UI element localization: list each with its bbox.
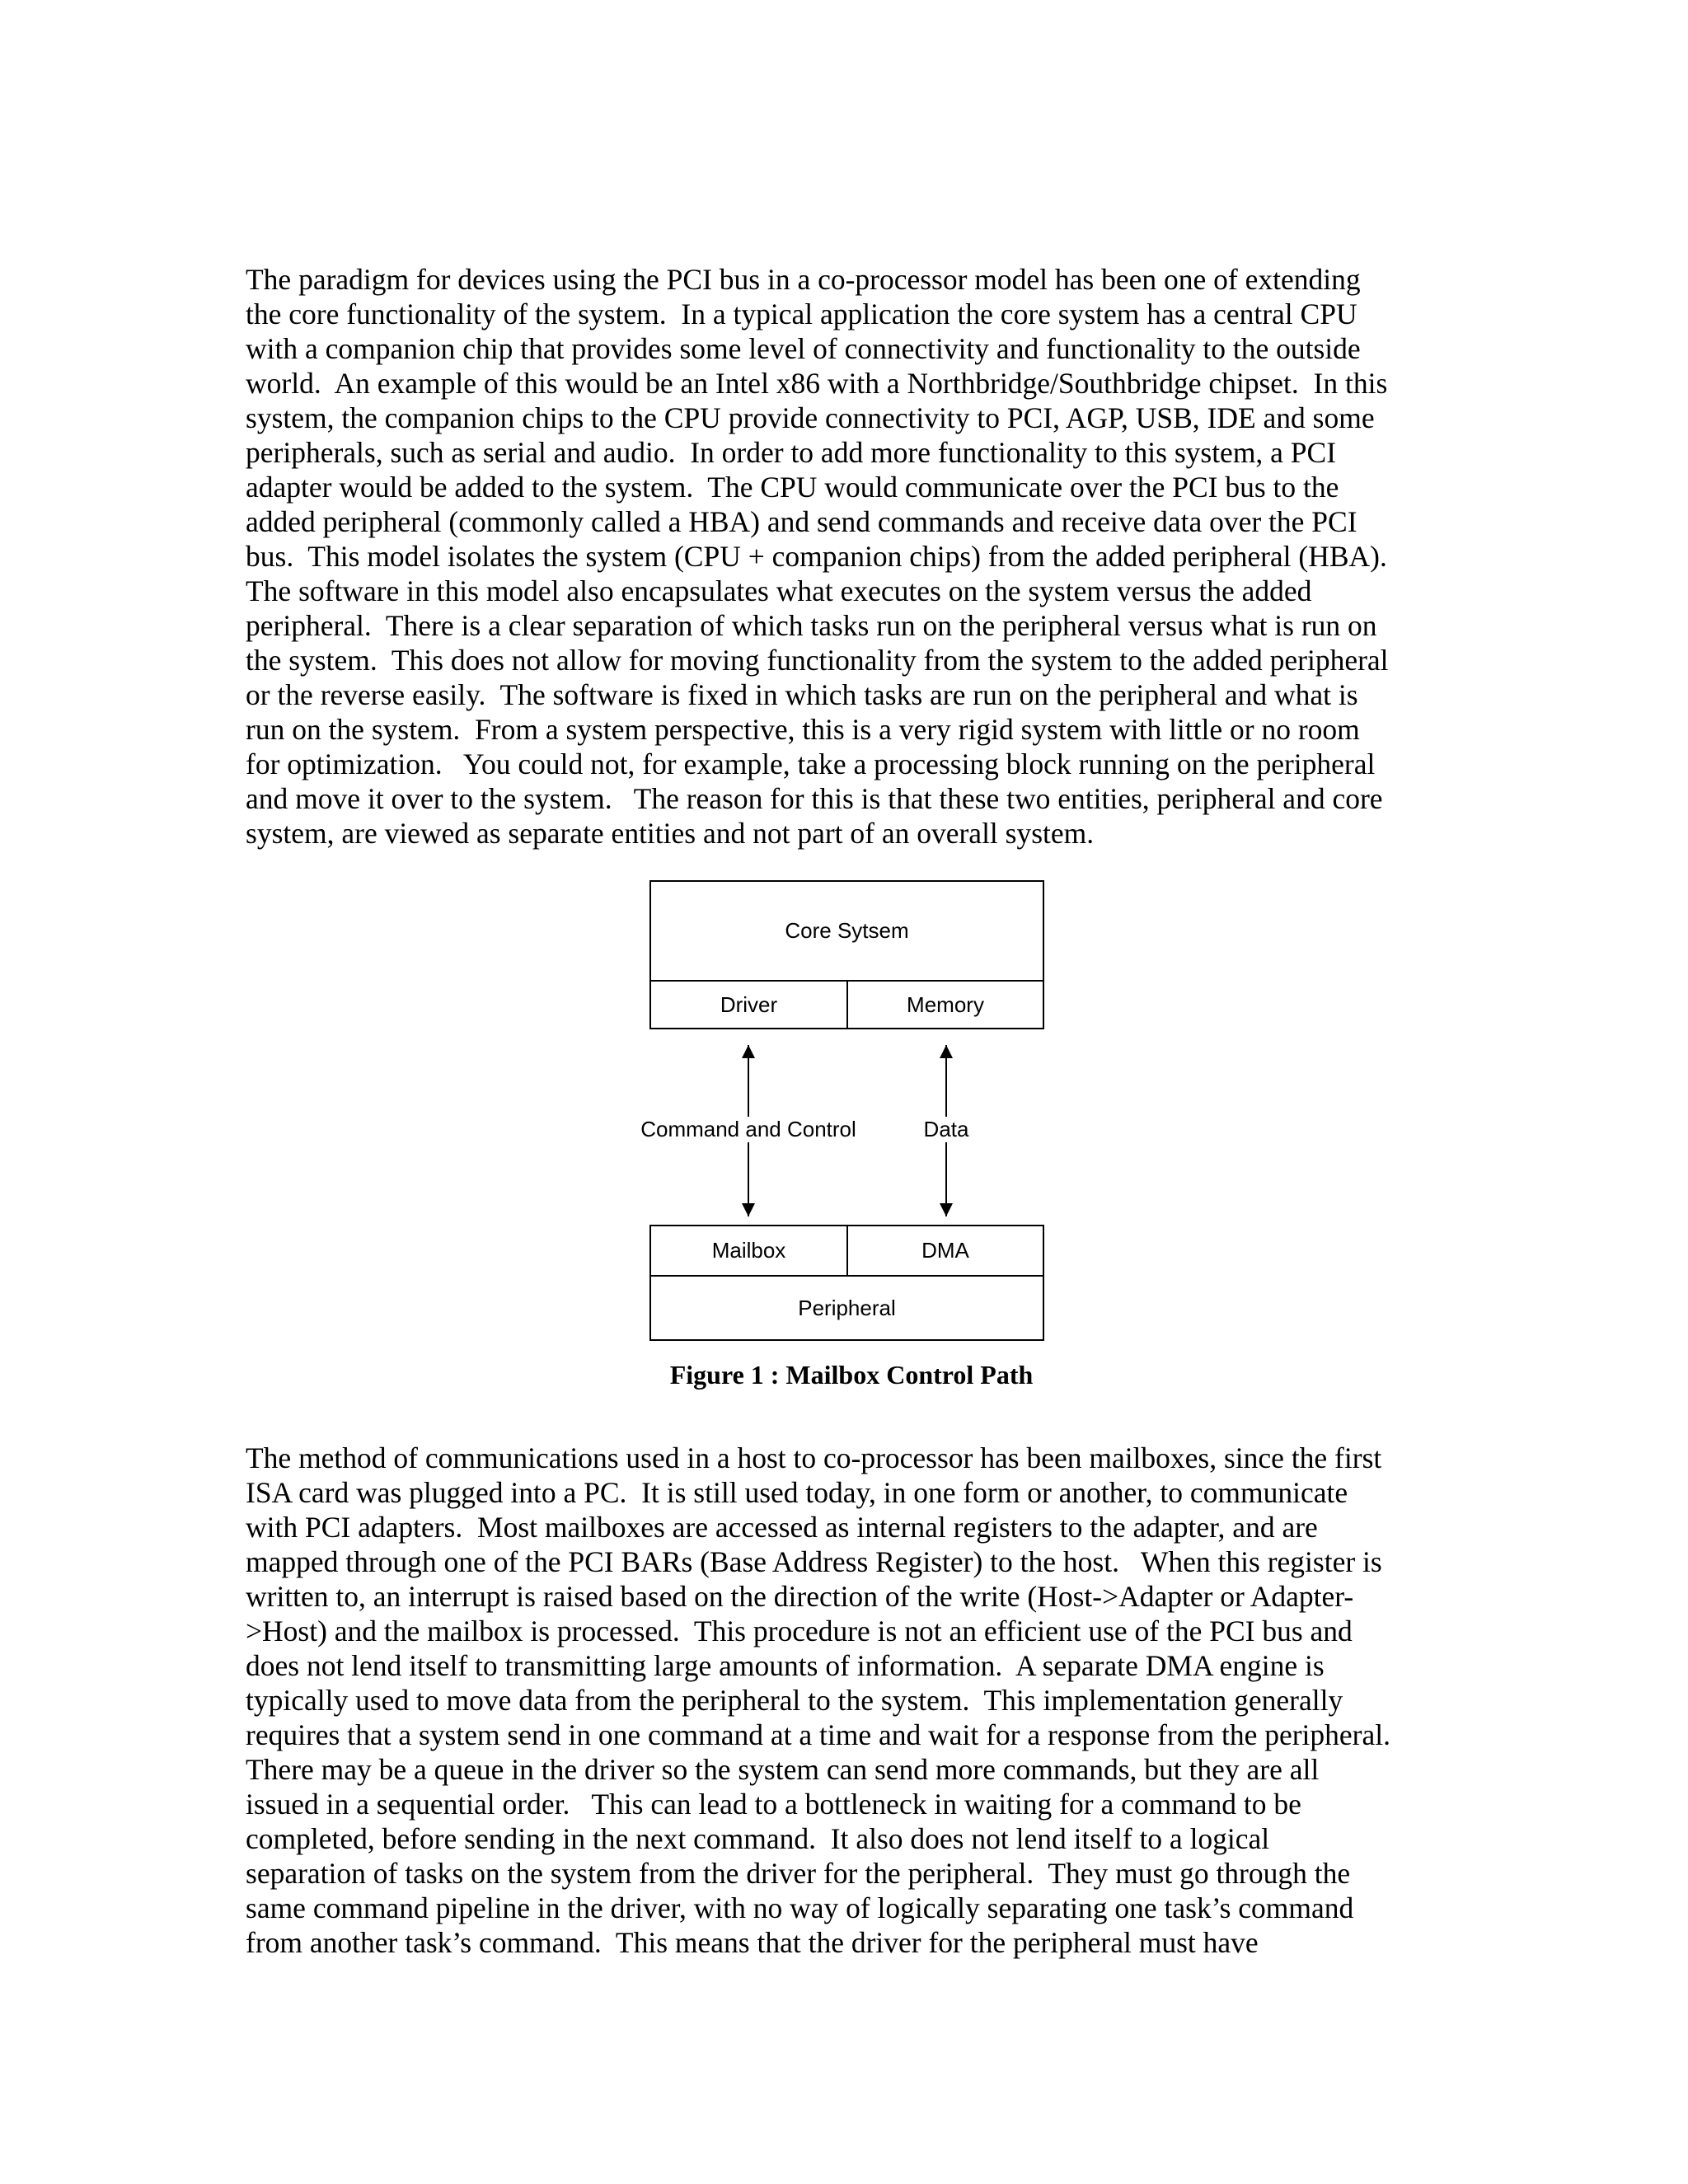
text-line: written to, an interrupt is raised based on the direction of the write (Host->Adapter or Adapter-	[246, 1580, 1354, 1613]
mailbox-control-path-diagram	[635, 880, 1055, 1342]
text-line: same command pipeline in the driver, with no way of logically separating one task’s command	[246, 1891, 1354, 1924]
text-line: >Host) and the mailbox is processed. This procedure is not an efficient use of the PCI bus and	[246, 1615, 1353, 1647]
text-line: The software in this model also encapsulates what executes on the system versus the added	[246, 574, 1312, 607]
text-line: does not lend itself to transmitting large amounts of information. A separate DMA engine is	[246, 1649, 1325, 1682]
data-label: Data	[919, 1117, 974, 1142]
text-line: added peripheral (commonly called a HBA) and send commands and receive data over the PCI	[246, 505, 1357, 538]
text-line: requires that a system send in one command at a time and wait for a response from the peripheral.	[246, 1718, 1390, 1751]
memory-label: Memory	[907, 991, 984, 1017]
text-line: system, the companion chips to the CPU provide connectivity to PCI, AGP, USB, IDE and some	[246, 401, 1375, 434]
paragraph-2	[246, 1441, 1449, 1960]
text-line: adapter would be added to the system. The CPU would communicate over the PCI bus to the	[246, 471, 1339, 504]
text-line: issued in a sequential order. This can lead to a bottleneck in waiting for a command to be	[246, 1788, 1301, 1821]
text-line: separation of tasks on the system from the driver for the peripheral. They must go through the	[246, 1857, 1351, 1890]
text-line: or the reverse easily. The software is fixed in which tasks are run on the peripheral and what is	[246, 678, 1358, 711]
peripheral-label: Peripheral	[798, 1295, 896, 1320]
text-line: The paradigm for devices using the PCI bus in a co-processor model has been one of extending	[246, 263, 1361, 296]
text-line: system, are viewed as separate entities and not part of an overall system.	[246, 817, 1095, 850]
text-line: bus. This model isolates the system (CPU + companion chips) from the added peripheral (HBA).	[246, 540, 1387, 573]
text-line: peripherals, such as serial and audio. In order to add more functionality to this system, a PCI	[246, 436, 1337, 469]
text-line: with PCI adapters. Most mailboxes are accessed as internal registers to the adapter, and are	[246, 1511, 1318, 1544]
text-line: from another task’s command. This means that the driver for the peripheral must have	[246, 1926, 1259, 1959]
text-line: with a companion chip that provides some level of connectivity and functionality to the outside	[246, 332, 1361, 365]
mailbox-box	[649, 1225, 848, 1277]
command-and-control-label: Command and Control	[635, 1117, 861, 1142]
paragraph-1	[246, 262, 1449, 851]
peripheral-box	[649, 1275, 1044, 1341]
driver-box	[649, 980, 848, 1029]
figure-caption-text: Figure 1 : Mailbox Control Path	[669, 1360, 1034, 1390]
text-line: mapped through one of the PCI BARs (Base Address Register) to the host. When this register is	[246, 1545, 1382, 1578]
text-line: and move it over to the system. The reason for this is that these two entities, peripheral and core	[246, 782, 1383, 815]
core-system-label: Core Sytsem	[785, 918, 909, 943]
dma-box	[846, 1225, 1044, 1277]
text-line: typically used to move data from the peripheral to the system. This implementation generally	[246, 1684, 1343, 1717]
text-line: the system. This does not allow for moving functionality from the system to the added peripheral	[246, 644, 1389, 677]
text-line: completed, before sending in the next command. It also does not lend itself to a logical	[246, 1822, 1270, 1855]
driver-label: Driver	[720, 991, 778, 1017]
text-line: peripheral. There is a clear separation of which tasks run on the peripheral versus what is run on	[246, 609, 1377, 642]
text-line: the core functionality of the system. In a typical application the core system has a central CPU	[246, 298, 1357, 330]
memory-box	[846, 980, 1044, 1029]
core-system-box	[649, 880, 1044, 982]
text-line: run on the system. From a system perspective, this is a very rigid system with little or no room	[246, 713, 1360, 746]
text-line: There may be a queue in the driver so the system can send more commands, but they are all	[246, 1753, 1320, 1786]
figure-caption	[0, 1358, 1688, 1391]
text-line: ISA card was plugged into a PC. It is still used today, in one form or another, to communicate	[246, 1476, 1348, 1509]
mailbox-label: Mailbox	[711, 1238, 786, 1263]
text-line: world. An example of this would be an Intel x86 with a Northbridge/Southbridge chipset. In this	[246, 367, 1388, 400]
text-line: for optimization. You could not, for example, take a processing block running on the peripheral	[246, 748, 1376, 780]
dma-label: DMA	[921, 1238, 969, 1263]
text-line: The method of communications used in a host to co-processor has been mailboxes, since the first	[246, 1441, 1382, 1474]
